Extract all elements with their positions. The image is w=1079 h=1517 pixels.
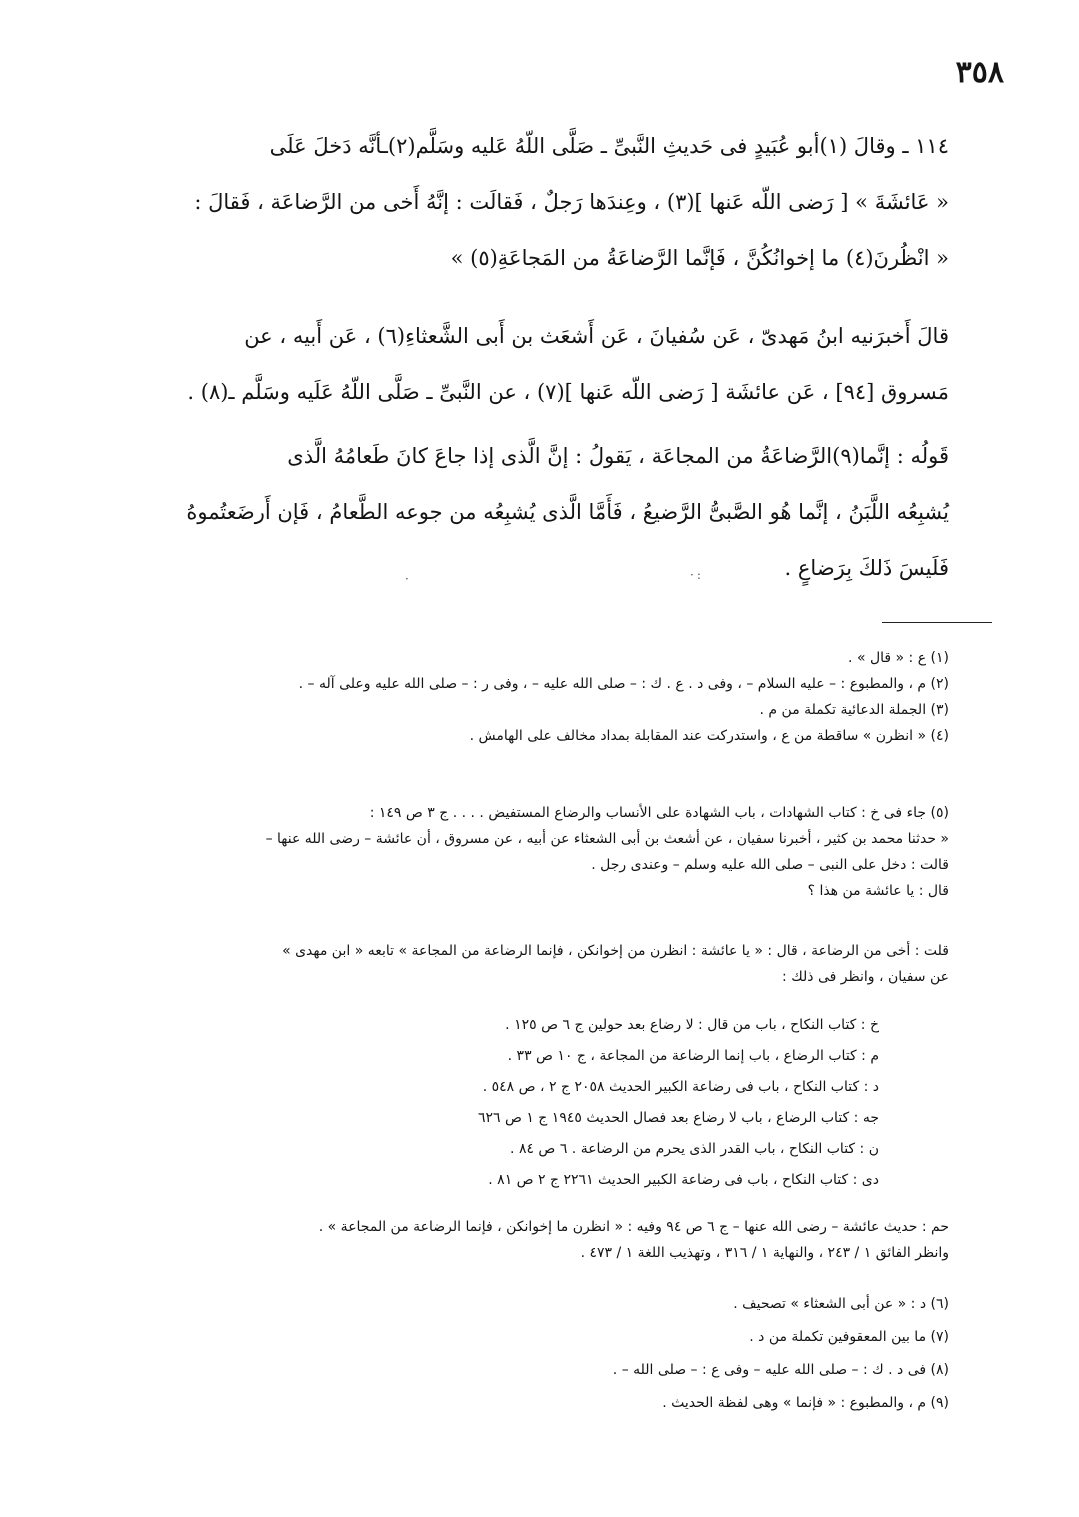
footnotes-block-1 bbox=[150, 645, 949, 749]
main-line: مَسروق [٩٤] ، عَن عائشَة [ رَضى اللّه عَنها ](٧) ، عن النَّبىِّ ـ صَلَّى اللّهُ عَلَيه وسَلَّم ـ(٨) . bbox=[187, 380, 949, 404]
isnad-paragraph bbox=[130, 308, 949, 420]
footnote-5-line: قال : يا عائشة من هذا ؟ bbox=[807, 883, 949, 899]
footnote-5-continued bbox=[150, 938, 949, 990]
reference-item: دى : كتاب النكاح ، باب فى رضاعة الكبير الحديث ٢٢٦١ ج ٢ ص ٨١ . bbox=[488, 1172, 879, 1188]
reference-item: خ : كتاب النكاح ، باب من قال : لا رضاع بعد حولين ج ٦ ص ١٢٥ . bbox=[505, 1017, 879, 1033]
main-line: « انْظُرنَ(٤) ما إخوانُكُنَّ ، فَإنَّما الرَّضاعَةُ من المَجاعَةِ(٥) » bbox=[450, 246, 949, 270]
footnote-separator bbox=[882, 622, 992, 623]
commentary-paragraph bbox=[130, 428, 949, 596]
ink-speck: · bbox=[405, 572, 412, 586]
footnote-5-line: قلت : أخى من الرضاعة ، قال : « يا عائشة : انظرن من إخوانكن ، فإنما الرضاعة من المجاعة » تابعه « ابن مهدى » bbox=[282, 943, 949, 959]
footnote-7: (٧) ما بين المعقوفين تكملة من د . bbox=[749, 1329, 949, 1345]
footnote-2: (٢) م ، والمطبوع : – عليه السلام – ، وفى د . ع . ك : – صلى الله عليه – ، وفى ر : – صلى الله عليه وعلى آله – . bbox=[298, 676, 949, 692]
footnote-8: (٨) فى د . ك : – صلى الله عليه – وفى ع : – صلى الله – . bbox=[612, 1362, 949, 1378]
footnote-9: (٩) م ، والمطبوع : « فإنما » وهى لفظة الحديث . bbox=[662, 1395, 949, 1411]
footnote-5-line: (٥) جاء فى خ : كتاب الشهادات ، باب الشهادة على الأنساب والرضاع المستفيض . . . . ج ٣ ص ١٤٩ : bbox=[369, 805, 949, 821]
hadith-paragraph bbox=[130, 118, 949, 286]
footnote-4: (٤) « انظرن » ساقطة من ع ، واستدركت عند المقابلة بمداد مخالف على الهامش . bbox=[469, 728, 949, 744]
footnote-1: (١) ع : « قال » . bbox=[848, 650, 949, 666]
footnotes-block-2 bbox=[150, 1288, 949, 1420]
reference-item: حم : حديث عائشة – رضى الله عنها – ج ٦ ص ٩٤ وفيه : « انظرن ما إخوانكن ، فإنما الرضاعة من المجاعة » . bbox=[318, 1219, 949, 1235]
see-also: وانظر الفائق ١ / ٢٤٣ ، والنهاية ١ / ٣١٦ ، وتهذيب اللغة ١ / ٤٧٣ . bbox=[580, 1245, 949, 1261]
footnote-6: (٦) د : « عن أبى الشعثاء » تصحيف . bbox=[733, 1296, 949, 1312]
main-line: فَلَيسَ ذَلكَ بِرَضاعٍ . bbox=[784, 556, 949, 580]
reference-hm bbox=[150, 1214, 949, 1266]
main-line: قالَ أَخبرَنيه ابنُ مَهدىّ ، عَن سُفيانَ ، عَن أَشعَث بن أَبى الشَّعثاءِ(٦) ، عَن أَبيه ، عن bbox=[244, 324, 949, 348]
reference-item: د : كتاب النكاح ، باب فى رضاعة الكبير الحديث ٢٠٥٨ ج ٢ ، ص ٥٤٨ . bbox=[482, 1079, 879, 1095]
reference-item: جه : كتاب الرضاع ، باب لا رضاع بعد فصال الحديث ١٩٤٥ ج ١ ص ٦٢٦ bbox=[477, 1110, 879, 1126]
main-line: يُشبِعُه اللَّبَنُ ، إنَّما هُو الصَّبىُّ الرَّضيعُ ، فَأَمَّا الَّذى يُشبِعُه من جوعه الطَّعامُ ، فَإن أَرضَعتُموهُ bbox=[186, 500, 949, 524]
ink-speck: ·: bbox=[690, 568, 704, 582]
footnote-5-line: « حدثنا محمد بن كثير ، أخبرنا سفيان ، عن أشعث بن أبى الشعثاء عن أبيه ، عن مسروق ، أن عائشة – رضى الله عنها – bbox=[265, 831, 949, 847]
footnote-5-line: عن سفيان ، وانظر فى ذلك : bbox=[782, 969, 949, 985]
main-line: قَولُه : إنَّما(٩)الرَّضاعَةُ من المجاعَة ، يَقولُ : إنَّ الَّذى إذا جاعَ كانَ طَعامُهُ الَّذى bbox=[287, 444, 949, 468]
reference-list bbox=[330, 1010, 879, 1196]
reference-item: م : كتاب الرضاع ، باب إنما الرضاعة من المجاعة ، ج ١٠ ص ٣٣ . bbox=[507, 1048, 879, 1064]
footnote-5 bbox=[150, 800, 949, 904]
footnote-3: (٣) الجملة الدعائية تكملة من م . bbox=[759, 702, 949, 718]
page-number: ٣٥٨ bbox=[955, 55, 1004, 90]
reference-item: ن : كتاب النكاح ، باب القدر الذى يحرم من الرضاعة . ٦ ص ٨٤ . bbox=[510, 1141, 879, 1157]
main-line: « عَائشَةَ » [ رَضى اللّه عَنها ](٣) ، وعِندَها رَجلٌ ، فَقالَت : إنَّهُ أَخى من الرَّضاعَة ، فَقالَ : bbox=[194, 190, 949, 214]
footnote-5-line: قالت : دخل على النبى – صلى الله عليه وسلم – وعندى رجل . bbox=[591, 857, 949, 873]
main-line: ١١٤ ـ وقالَ (١)أبو عُبَيدٍ فى حَديثِ النَّبىِّ ـ صَلَّى اللّهُ عَليه وسَلَّم(٢)ـأنَّه دَخلَ عَلَى bbox=[269, 134, 949, 158]
